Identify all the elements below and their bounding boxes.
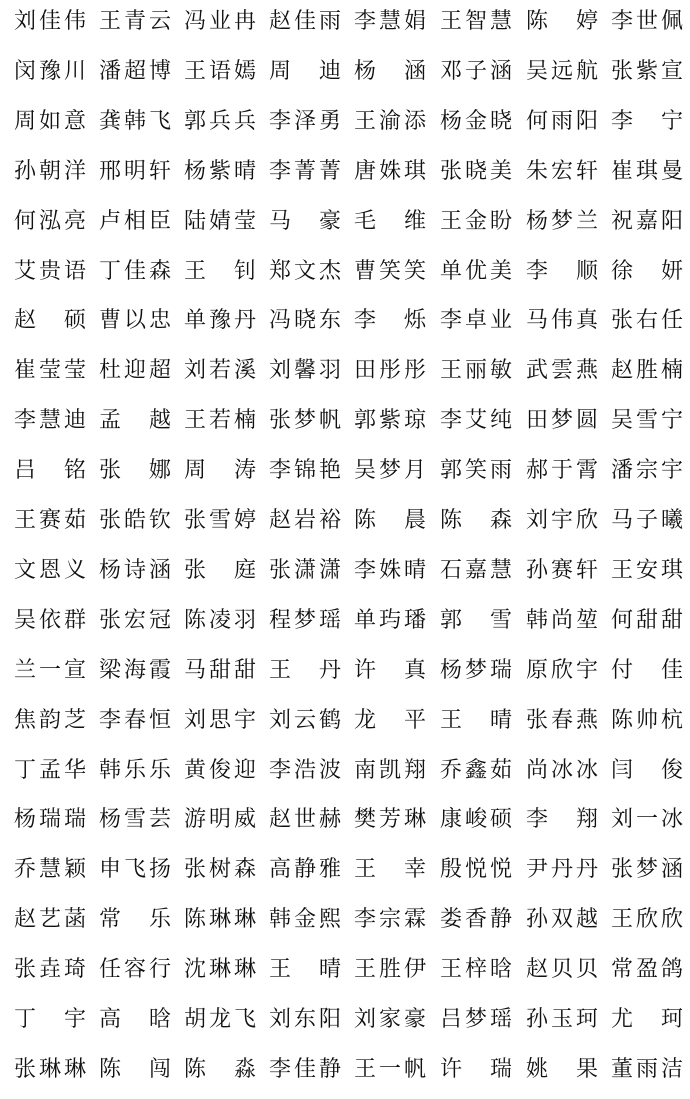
name-row — [0, 1048, 690, 1098]
name-row — [0, 798, 690, 848]
name-cell: 李 佳 静 — [269, 1056, 342, 1082]
name-cell: 王 钊 — [184, 258, 257, 284]
name-cell: 赵 胜 楠 — [611, 358, 684, 384]
name-cell: 王 渝 添 — [354, 108, 427, 134]
name-cell: 康 峻 硕 — [440, 807, 513, 833]
name-cell: 马 甜 甜 — [184, 657, 257, 683]
name-cell: 李 宗 霖 — [354, 907, 427, 933]
name-row — [0, 449, 690, 499]
name-cell: 闵 豫 川 — [14, 58, 87, 84]
name-cell: 何 泓 亮 — [14, 208, 87, 234]
name-cell: 娄 香 静 — [440, 907, 513, 933]
name-cell: 丁 佳 森 — [99, 258, 172, 284]
name-cell: 张 琳 琳 — [14, 1056, 87, 1082]
name-cell: 龙 平 — [354, 707, 427, 733]
name-cell: 王 智 慧 — [440, 9, 513, 34]
name-cell: 张 梦 帆 — [269, 408, 342, 434]
name-cell: 赵 佳 雨 — [269, 9, 342, 34]
name-cell: 赵 世 赫 — [269, 807, 342, 833]
name-cell: 杨 涵 — [354, 58, 427, 84]
name-row — [0, 150, 690, 200]
name-cell: 杨 梦 瑞 — [440, 657, 513, 683]
name-cell: 赵 岩 裕 — [269, 508, 342, 533]
name-cell: 刘 家 豪 — [354, 1007, 427, 1032]
name-cell: 张 梦 涵 — [611, 857, 684, 883]
name-cell: 韩 金 熙 — [269, 907, 342, 933]
name-cell: 韩 尚 堃 — [526, 607, 599, 633]
name-cell: 吴 依 群 — [14, 607, 87, 633]
name-cell: 何 甜 甜 — [611, 607, 684, 633]
name-cell: 吴 远 航 — [526, 58, 599, 84]
name-row — [0, 499, 690, 549]
name-row — [0, 349, 690, 399]
name-cell: 王 若 楠 — [184, 408, 257, 434]
name-cell: 南 凯 翔 — [354, 757, 427, 783]
name-cell: 刘 佳 伟 — [14, 9, 87, 34]
name-cell: 闫 俊 — [611, 757, 684, 783]
name-cell: 殷 悦 悦 — [440, 857, 513, 883]
name-row — [0, 200, 690, 250]
name-cell: 张 右 任 — [611, 308, 684, 334]
name-cell: 杨 雪 芸 — [99, 807, 172, 833]
name-cell: 樊 芳 琳 — [354, 807, 427, 833]
name-row — [0, 0, 690, 50]
name-cell: 黄 俊 迎 — [184, 757, 257, 783]
name-cell: 张 晓 美 — [440, 158, 513, 184]
name-cell: 许 真 — [354, 657, 427, 683]
name-cell: 邓 子 涵 — [440, 58, 513, 84]
name-cell: 石 嘉 慧 — [440, 557, 513, 583]
name-cell: 周 涛 — [184, 458, 257, 484]
name-cell: 陈 森 — [440, 508, 513, 533]
name-cell: 王 欣 欣 — [611, 907, 684, 933]
name-cell: 王 青 云 — [99, 9, 172, 34]
name-cell: 李 艾 纯 — [440, 408, 513, 434]
name-cell: 董 雨 洁 — [611, 1056, 684, 1082]
name-cell: 张 垚 琦 — [14, 957, 87, 983]
name-cell: 尤 珂 — [611, 1007, 684, 1032]
name-row — [0, 649, 690, 699]
name-cell: 张 皓 钦 — [99, 508, 172, 533]
name-cell: 潘 超 博 — [99, 58, 172, 84]
name-cell: 张 庭 — [184, 557, 257, 583]
name-cell: 杨 诗 涵 — [99, 557, 172, 583]
name-row — [0, 299, 690, 349]
name-cell: 杨 紫 晴 — [184, 158, 257, 184]
name-row — [0, 399, 690, 449]
name-cell: 申 飞 扬 — [99, 857, 172, 883]
name-cell: 刘 馨 羽 — [269, 358, 342, 384]
name-cell: 张 紫 宣 — [611, 58, 684, 84]
name-row — [0, 100, 690, 150]
name-cell: 曹 以 忠 — [99, 308, 172, 334]
name-cell: 陈 琳 琳 — [184, 907, 257, 933]
name-cell: 程 梦 瑶 — [269, 607, 342, 633]
name-cell: 乔 慧 颖 — [14, 857, 87, 883]
name-cell: 许 瑞 — [440, 1056, 513, 1082]
name-cell: 常 乐 — [99, 907, 172, 933]
name-cell: 杨 瑞 瑞 — [14, 807, 87, 833]
name-cell: 常 盈 鸽 — [611, 957, 684, 983]
name-row — [0, 50, 690, 100]
name-cell: 刘 若 溪 — [184, 358, 257, 384]
name-cell: 孙 双 越 — [526, 907, 599, 933]
name-cell: 张 娜 — [99, 458, 172, 484]
name-cell: 赵 硕 — [14, 308, 87, 334]
name-cell: 刘 宇 欣 — [526, 508, 599, 533]
name-cell: 吕 铭 — [14, 458, 87, 484]
name-cell: 冯 业 冉 — [184, 9, 257, 34]
name-cell: 乔 鑫 茹 — [440, 757, 513, 783]
name-cell: 单 豫 丹 — [184, 308, 257, 334]
name-cell: 吕 梦 瑶 — [440, 1007, 513, 1032]
name-cell: 王 丹 — [269, 657, 342, 683]
name-cell: 杨 金 晓 — [440, 108, 513, 134]
name-cell: 田 彤 彤 — [354, 358, 427, 384]
name-cell: 单 玙 璠 — [354, 607, 427, 633]
name-cell: 吴 梦 月 — [354, 458, 427, 484]
name-cell: 张 春 燕 — [526, 707, 599, 733]
name-cell: 卢 相 臣 — [99, 208, 172, 234]
name-cell: 朱 宏 轩 — [526, 158, 599, 184]
name-row — [0, 848, 690, 898]
name-cell: 张 宏 冠 — [99, 607, 172, 633]
name-cell: 王 一 帆 — [354, 1056, 427, 1082]
name-cell: 郭 兵 兵 — [184, 108, 257, 134]
name-row — [0, 998, 690, 1048]
name-cell: 陈 凌 羽 — [184, 607, 257, 633]
name-cell: 李 锦 艳 — [269, 458, 342, 484]
name-cell: 李 姝 晴 — [354, 557, 427, 583]
name-cell: 李 慧 迪 — [14, 408, 87, 434]
name-cell: 李 烁 — [354, 308, 427, 334]
name-cell: 胡 龙 飞 — [184, 1007, 257, 1032]
name-cell: 王 赛 茹 — [14, 508, 87, 533]
name-cell: 焦 韵 芝 — [14, 707, 87, 733]
name-row — [0, 948, 690, 998]
name-cell: 曹 笑 笑 — [354, 258, 427, 284]
name-cell: 王 安 琪 — [611, 557, 684, 583]
name-cell: 张 树 森 — [184, 857, 257, 883]
name-cell: 张 雪 婷 — [184, 508, 257, 533]
name-cell: 李 宁 — [611, 108, 684, 134]
name-cell: 艾 贵 语 — [14, 258, 87, 284]
name-cell: 单 优 美 — [440, 258, 513, 284]
name-cell: 何 雨 阳 — [526, 108, 599, 134]
name-cell: 冯 晓 东 — [269, 308, 342, 334]
name-cell: 毛 维 — [354, 208, 427, 234]
name-cell: 吴 雪 宁 — [611, 408, 684, 434]
name-cell: 赵 贝 贝 — [526, 957, 599, 983]
name-cell: 沈 琳 琳 — [184, 957, 257, 983]
name-cell: 孙 赛 轩 — [526, 557, 599, 583]
name-cell: 郭 雪 — [440, 607, 513, 633]
name-cell: 李 浩 波 — [269, 757, 342, 783]
name-cell: 李 春 恒 — [99, 707, 172, 733]
name-cell: 徐 妍 — [611, 258, 684, 284]
name-cell: 张 潇 潇 — [269, 557, 342, 583]
name-cell: 杜 迎 超 — [99, 358, 172, 384]
name-cell: 王 胜 伊 — [354, 957, 427, 983]
name-cell: 武 雲 燕 — [526, 358, 599, 384]
name-cell: 孙 玉 珂 — [526, 1007, 599, 1032]
name-cell: 姚 果 — [526, 1056, 599, 1082]
name-cell: 王 晴 — [440, 707, 513, 733]
name-cell: 周 迪 — [269, 58, 342, 84]
name-row — [0, 599, 690, 649]
name-cell: 杨 梦 兰 — [526, 208, 599, 234]
name-cell: 郑 文 杰 — [269, 258, 342, 284]
name-cell: 任 容 行 — [99, 957, 172, 983]
name-cell: 马 豪 — [269, 208, 342, 234]
name-cell: 高 静 雅 — [269, 857, 342, 883]
name-cell: 唐 姝 琪 — [354, 158, 427, 184]
name-cell: 李 顺 — [526, 258, 599, 284]
name-cell: 兰 一 宣 — [14, 657, 87, 683]
name-cell: 高 晗 — [99, 1007, 172, 1032]
name-cell: 王 语 嫣 — [184, 58, 257, 84]
name-cell: 李 泽 勇 — [269, 108, 342, 134]
name-cell: 王 晴 — [269, 957, 342, 983]
name-cell: 马 子 曦 — [611, 508, 684, 533]
name-cell: 赵 艺 菡 — [14, 907, 87, 933]
name-cell: 王 丽 敏 — [440, 358, 513, 384]
name-cell: 王 金 盼 — [440, 208, 513, 234]
name-cell: 孟 越 — [99, 408, 172, 434]
name-cell: 马 伟 真 — [526, 308, 599, 334]
name-cell: 原 欣 宇 — [526, 657, 599, 683]
name-cell: 邢 明 轩 — [99, 158, 172, 184]
name-cell: 付 佳 — [611, 657, 684, 683]
name-row — [0, 250, 690, 300]
name-cell: 丁 孟 华 — [14, 757, 87, 783]
name-cell: 梁 海 霞 — [99, 657, 172, 683]
name-cell: 刘 东 阳 — [269, 1007, 342, 1032]
name-cell: 龚 韩 飞 — [99, 108, 172, 134]
name-cell: 陈 淼 — [184, 1056, 257, 1082]
name-cell: 王 梓 晗 — [440, 957, 513, 983]
name-cell: 尚 冰 冰 — [526, 757, 599, 783]
name-cell: 刘 云 鹤 — [269, 707, 342, 733]
name-cell: 文 恩 义 — [14, 557, 87, 583]
name-cell: 郝 于 霄 — [526, 458, 599, 484]
name-row — [0, 898, 690, 948]
name-row — [0, 699, 690, 749]
name-cell: 李 世 佩 — [611, 9, 684, 34]
name-cell: 刘 一 冰 — [611, 807, 684, 833]
name-cell: 游 明 威 — [184, 807, 257, 833]
name-cell: 李 菁 菁 — [269, 158, 342, 184]
name-cell: 祝 嘉 阳 — [611, 208, 684, 234]
name-cell: 李 翔 — [526, 807, 599, 833]
name-cell: 郭 笑 雨 — [440, 458, 513, 484]
name-cell: 潘 宗 宇 — [611, 458, 684, 484]
name-cell: 王 幸 — [354, 857, 427, 883]
name-cell: 李 慧 娟 — [354, 9, 427, 34]
name-cell: 崔 莹 莹 — [14, 358, 87, 384]
name-cell: 崔 琪 曼 — [611, 158, 684, 184]
name-cell: 田 梦 圆 — [526, 408, 599, 434]
name-cell: 李 卓 业 — [440, 308, 513, 334]
name-cell: 尹 丹 丹 — [526, 857, 599, 883]
name-row — [0, 749, 690, 799]
name-cell: 孙 朝 洋 — [14, 158, 87, 184]
name-cell: 刘 思 宇 — [184, 707, 257, 733]
name-cell: 丁 宇 — [14, 1007, 87, 1032]
name-cell: 郭 紫 琼 — [354, 408, 427, 434]
name-cell: 陆 婧 莹 — [184, 208, 257, 234]
name-cell: 陈 帅 杭 — [611, 707, 684, 733]
name-cell: 陈 晨 — [354, 508, 427, 533]
name-row — [0, 549, 690, 599]
name-cell: 陈 婷 — [526, 9, 599, 34]
name-cell: 陈 闯 — [99, 1056, 172, 1082]
name-cell: 周 如 意 — [14, 108, 87, 134]
name-cell: 韩 乐 乐 — [99, 757, 172, 783]
